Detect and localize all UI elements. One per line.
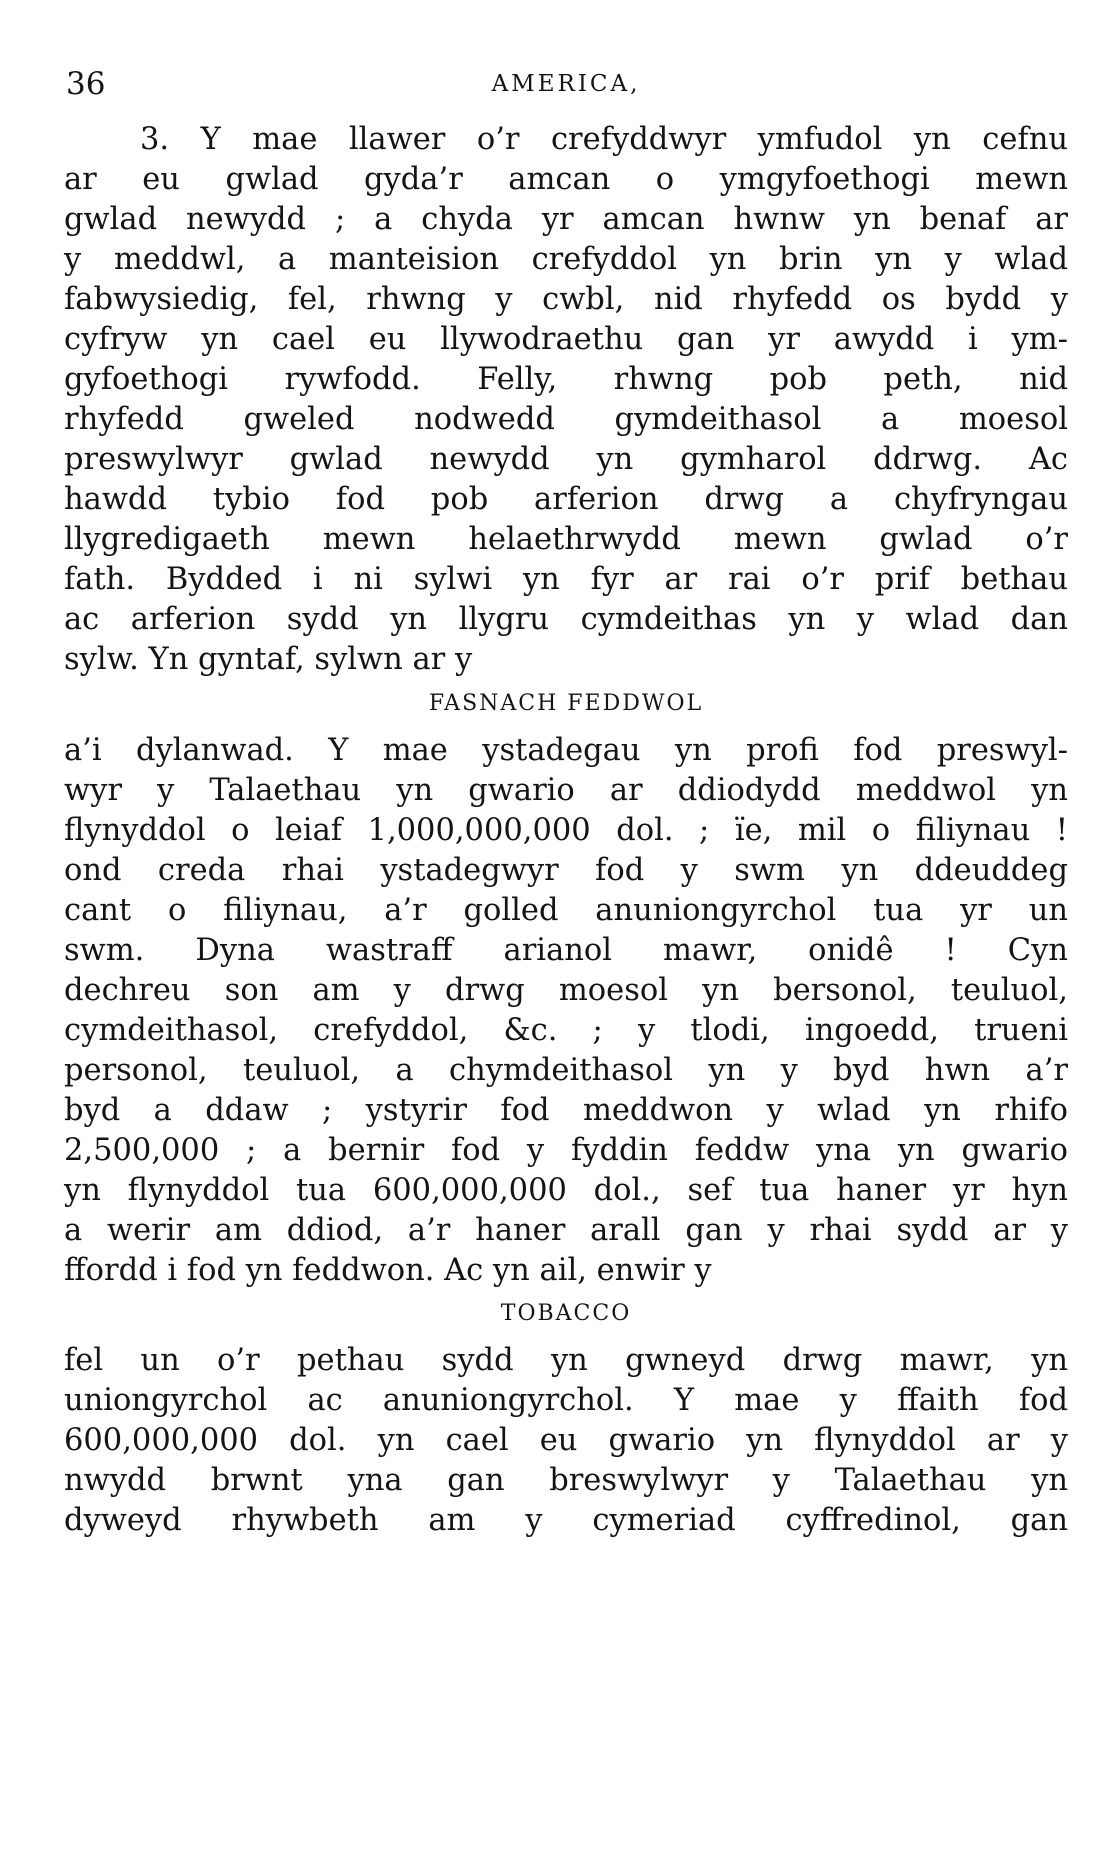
text-line: byd a ddaw ; ystyrir fod meddwon y wlad yn rhifo <box>64 1093 1068 1128</box>
text-line: flynyddol o leiaf 1,000,000,000 dol. ; ïe, mil o filiynau ! <box>64 813 1068 848</box>
section-heading: FASNACH FEDDWOL <box>428 691 704 716</box>
text-line: personol, teuluol, a chymdeithasol yn y byd hwn a’r <box>64 1053 1068 1088</box>
text-line: ac arferion sydd yn llygru cymdeithas yn y wlad dan <box>64 602 1068 637</box>
text-line: dechreu son am y drwg moesol yn bersonol, teuluol, <box>64 973 1068 1008</box>
text-line: cymdeithasol, crefyddol, &c. ; y tlodi, ingoedd, trueni <box>64 1013 1068 1048</box>
text-line: gwlad newydd ; a chyda yr amcan hwnw yn benaf ar <box>64 202 1068 237</box>
text-line: 3. Y mae llawer o’r crefyddwyr ymfudol yn cefnu <box>140 122 1068 157</box>
text-line: a’i dylanwad. Y mae ystadegau yn profi fod preswyl- <box>64 733 1068 768</box>
text-line: 600,000,000 dol. yn cael eu gwario yn flynyddol ar y <box>64 1423 1068 1458</box>
text-line: rhyfedd gweled nodwedd gymdeithasol a moesol <box>64 402 1068 437</box>
text-line: ar eu gwlad gyda’r amcan o ymgyfoethogi mewn <box>64 162 1068 197</box>
text-line: llygredigaeth mewn helaethrwydd mewn gwlad o’r <box>64 522 1068 557</box>
text-line: cyfryw yn cael eu llywodraethu gan yr awydd i ym- <box>64 322 1068 357</box>
text-line: dyweyd rhywbeth am y cymeriad cyffredinol, gan <box>64 1503 1068 1538</box>
running-title: AMERICA, <box>491 71 641 97</box>
text-line: a werir am ddiod, a’r haner arall gan y rhai sydd ar y <box>64 1213 1068 1248</box>
text-line: swm. Dyna wastraff arianol mawr, onidê ! Cyn <box>64 933 1068 968</box>
text-line: fabwysiedig, fel, rhwng y cwbl, nid rhyfedd os bydd y <box>64 282 1068 317</box>
text-line: sylw. Yn gyntaf, sylwn ar y <box>64 642 473 677</box>
page-number: 36 <box>66 66 106 102</box>
text-line: hawdd tybio fod pob arferion drwg a chyfryngau <box>64 482 1068 517</box>
text-line: uniongyrchol ac anuniongyrchol. Y mae y ffaith fod <box>64 1383 1068 1418</box>
page-header <box>66 62 1066 106</box>
text-line: preswylwyr gwlad newydd yn gymharol ddrwg. Ac <box>64 442 1068 477</box>
text-line: ond creda rhai ystadegwyr fod y swm yn ddeuddeg <box>64 853 1068 888</box>
text-line: 2,500,000 ; a bernir fod y fyddin feddw yna yn gwario <box>64 1133 1068 1168</box>
text-line: ffordd i fod yn feddwon. Ac yn ail, enwir y <box>64 1253 712 1288</box>
text-line: cant o filiynau, a’r golled anuniongyrchol tua yr un <box>64 893 1068 928</box>
text-line: fel un o’r pethau sydd yn gwneyd drwg mawr, yn <box>64 1343 1068 1378</box>
text-line: nwydd brwnt yna gan breswylwyr y Talaethau yn <box>64 1463 1068 1498</box>
text-line: wyr y Talaethau yn gwario ar ddiodydd meddwol yn <box>64 773 1068 808</box>
text-line: y meddwl, a manteision crefyddol yn brin yn y wlad <box>64 242 1068 277</box>
text-line: fath. Bydded i ni sylwi yn fyr ar rai o’r prif bethau <box>64 562 1068 597</box>
text-line: yn flynyddol tua 600,000,000 dol., sef tua haner yr hyn <box>64 1173 1068 1208</box>
text-line: gyfoethogi rywfodd. Felly, rhwng pob peth, nid <box>64 362 1068 397</box>
section-heading: TOBACCO <box>500 1301 632 1326</box>
